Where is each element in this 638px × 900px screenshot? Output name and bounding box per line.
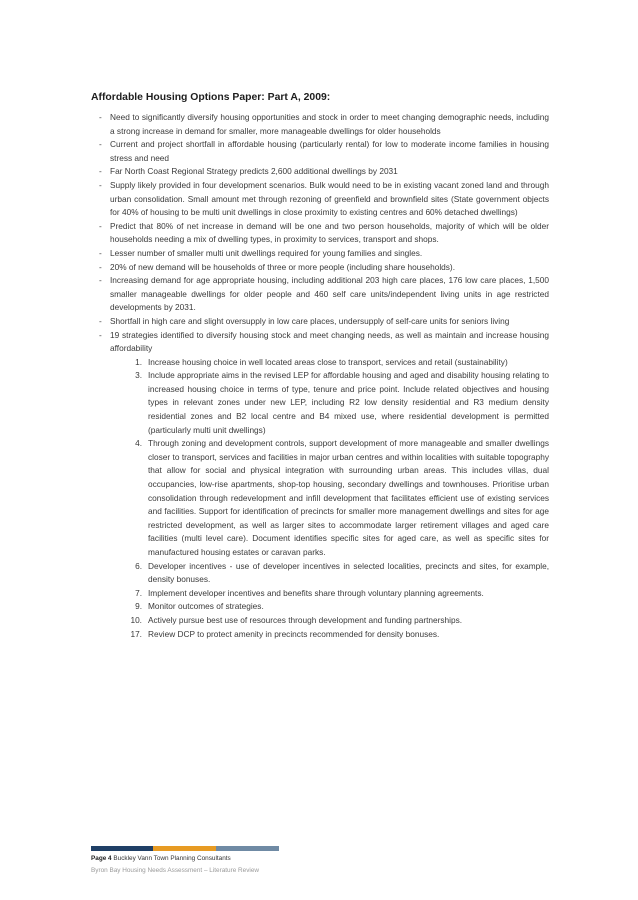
bullet-list bbox=[91, 111, 549, 641]
list-item bbox=[91, 220, 549, 247]
strategy-number: 10. bbox=[130, 614, 142, 625]
bullet-text: Far North Coast Regional Strategy predicts 2,600 additional dwellings by 2031 bbox=[110, 166, 398, 177]
strategy-text: Include appropriate aims in the revised LEP for affordable housing and aged and disability housing relating to increased housing choice in terms of type, tenure and price point. Include related objectives and housing types in relevant zones under new LEP, including R2 low density residential and R3 medium density residential zones and B2 local centre and B4 mixed use, where residential development is permitted (particularly multi unit dwellings) bbox=[148, 370, 549, 435]
bullet-text: Shortfall in high care and slight oversupply in low care places, undersupply of self-care units for seniors living bbox=[110, 315, 510, 326]
strategy-text: Monitor outcomes of strategies. bbox=[148, 601, 264, 612]
document-body bbox=[91, 111, 549, 641]
strategy-item bbox=[116, 369, 549, 437]
list-item bbox=[91, 329, 549, 642]
dash-marker: - bbox=[99, 166, 102, 177]
strategy-item bbox=[116, 560, 549, 587]
bullet-text: Supply likely provided in four development scenarios. Bulk would need to be in existing vacant zoned land and through urban consolidation. Small amount met through rezoning of greenfield and brownfield sites (State government objects for 40% of housing to be multi unit dwellings in close proximity to existing centres and 60% detached dwellings) bbox=[110, 179, 549, 218]
footer-company-line bbox=[91, 855, 231, 862]
bullet-text: 19 strategies identified to diversify housing stock and meet changing needs, as well as maintain and increase housing affordability bbox=[110, 329, 549, 354]
strategy-list bbox=[110, 356, 549, 641]
dash-marker: - bbox=[99, 315, 102, 326]
strategy-item bbox=[116, 356, 549, 370]
document-heading: Affordable Housing Options Paper: Part A, 2009: bbox=[91, 92, 331, 103]
list-item bbox=[91, 111, 549, 138]
list-item bbox=[91, 315, 549, 329]
bullet-text: 20% of new demand will be households of three or more people (including share households). bbox=[110, 261, 455, 272]
strategy-number: 9. bbox=[135, 601, 142, 612]
strategy-item bbox=[116, 587, 549, 601]
list-item bbox=[91, 261, 549, 275]
dash-marker: - bbox=[99, 112, 102, 122]
list-item bbox=[91, 179, 549, 220]
dash-marker: - bbox=[99, 275, 102, 286]
strategy-item bbox=[116, 628, 549, 642]
strategy-item bbox=[116, 437, 549, 559]
strategy-item bbox=[116, 614, 549, 628]
list-item bbox=[91, 247, 549, 261]
bullet-text: Current and project shortfall in affordable housing (particularly rental) for low to moderate income families in housing stress and need bbox=[110, 139, 549, 163]
dash-marker: - bbox=[99, 261, 102, 272]
strategy-text: Actively pursue best use of resources through development and funding partnerships. bbox=[148, 614, 463, 625]
dash-marker: - bbox=[99, 329, 102, 340]
dash-marker: - bbox=[99, 220, 102, 231]
strategy-text: Implement developer incentives and benefits share through voluntary planning agreements. bbox=[148, 587, 484, 598]
footer-document-title: Byron Bay Housing Needs Assessment – Literature Review bbox=[91, 867, 260, 874]
footer-color-bar bbox=[91, 846, 279, 851]
bullet-text: Need to significantly diversify housing opportunities and stock in order to meet changing demographic needs, including a strong increase in demand for smaller, more manageable dwellings for older households bbox=[110, 112, 549, 136]
footer-bar-segment-orange bbox=[153, 846, 216, 851]
bullet-text: Increasing demand for age appropriate housing, including additional 203 high care places, 176 low care places, 1,500 smaller manageable dwellings for older people and 460 self care units/independent living units in age restricted developments by 2031. bbox=[110, 275, 549, 313]
dash-marker: - bbox=[99, 139, 102, 150]
strategy-number: 1. bbox=[135, 356, 142, 367]
page-number: Page 4 bbox=[91, 855, 112, 862]
list-item bbox=[91, 138, 549, 165]
company-name: Buckley Vann Town Planning Consultants bbox=[113, 855, 231, 862]
dash-marker: - bbox=[99, 247, 102, 258]
list-item bbox=[91, 274, 549, 315]
strategy-text: Through zoning and development controls, support development of more manageable and smaller dwellings closer to transport, services and facilities in major urban centres and within localities with suitable topography that allow for social and physical integration with surrounding urban areas. This includes villas, dual occupancies, low-rise apartments, shop-top housing, secondary dwellings and townhouses. Prioritise urban consolidation through redevelopment and infill development that facilitates efficient use of existing services and facilities. Support for identification of precincts for smaller more management dwellings and sites for age restricted development, as well as larger sites to accommodate larger retirement villages and aged care facilities (multi level care). Document identifies specific sites for aged care, as well as specific sites for manufactured housing estates or caravan parks. bbox=[148, 438, 549, 557]
strategy-number: 7. bbox=[135, 587, 142, 598]
strategy-number: 4. bbox=[135, 438, 142, 449]
strategy-number: 17. bbox=[130, 628, 142, 639]
strategy-number: 6. bbox=[135, 560, 142, 571]
strategy-text: Review DCP to protect amenity in precincts recommended for density bonuses. bbox=[148, 628, 440, 639]
list-item bbox=[91, 165, 549, 179]
bullet-text: Predict that 80% of net increase in demand will be one and two person households, majority of which will be older households needing a mix of dwelling types, in proximity to services, transport and shops. bbox=[110, 220, 549, 245]
strategy-item bbox=[116, 600, 549, 614]
footer-bar-segment-navy bbox=[91, 846, 153, 851]
footer-bar-segment-slate bbox=[216, 846, 279, 851]
strategy-text: Developer incentives - use of developer incentives in selected localities, precincts and sites, for example, density bonuses. bbox=[148, 560, 549, 585]
strategy-number: 3. bbox=[135, 370, 142, 381]
dash-marker: - bbox=[99, 179, 102, 190]
bullet-text: Lesser number of smaller multi unit dwellings required for young families and singles. bbox=[110, 247, 423, 258]
strategy-text: Increase housing choice in well located areas close to transport, services and retail (sustainability) bbox=[148, 356, 508, 367]
